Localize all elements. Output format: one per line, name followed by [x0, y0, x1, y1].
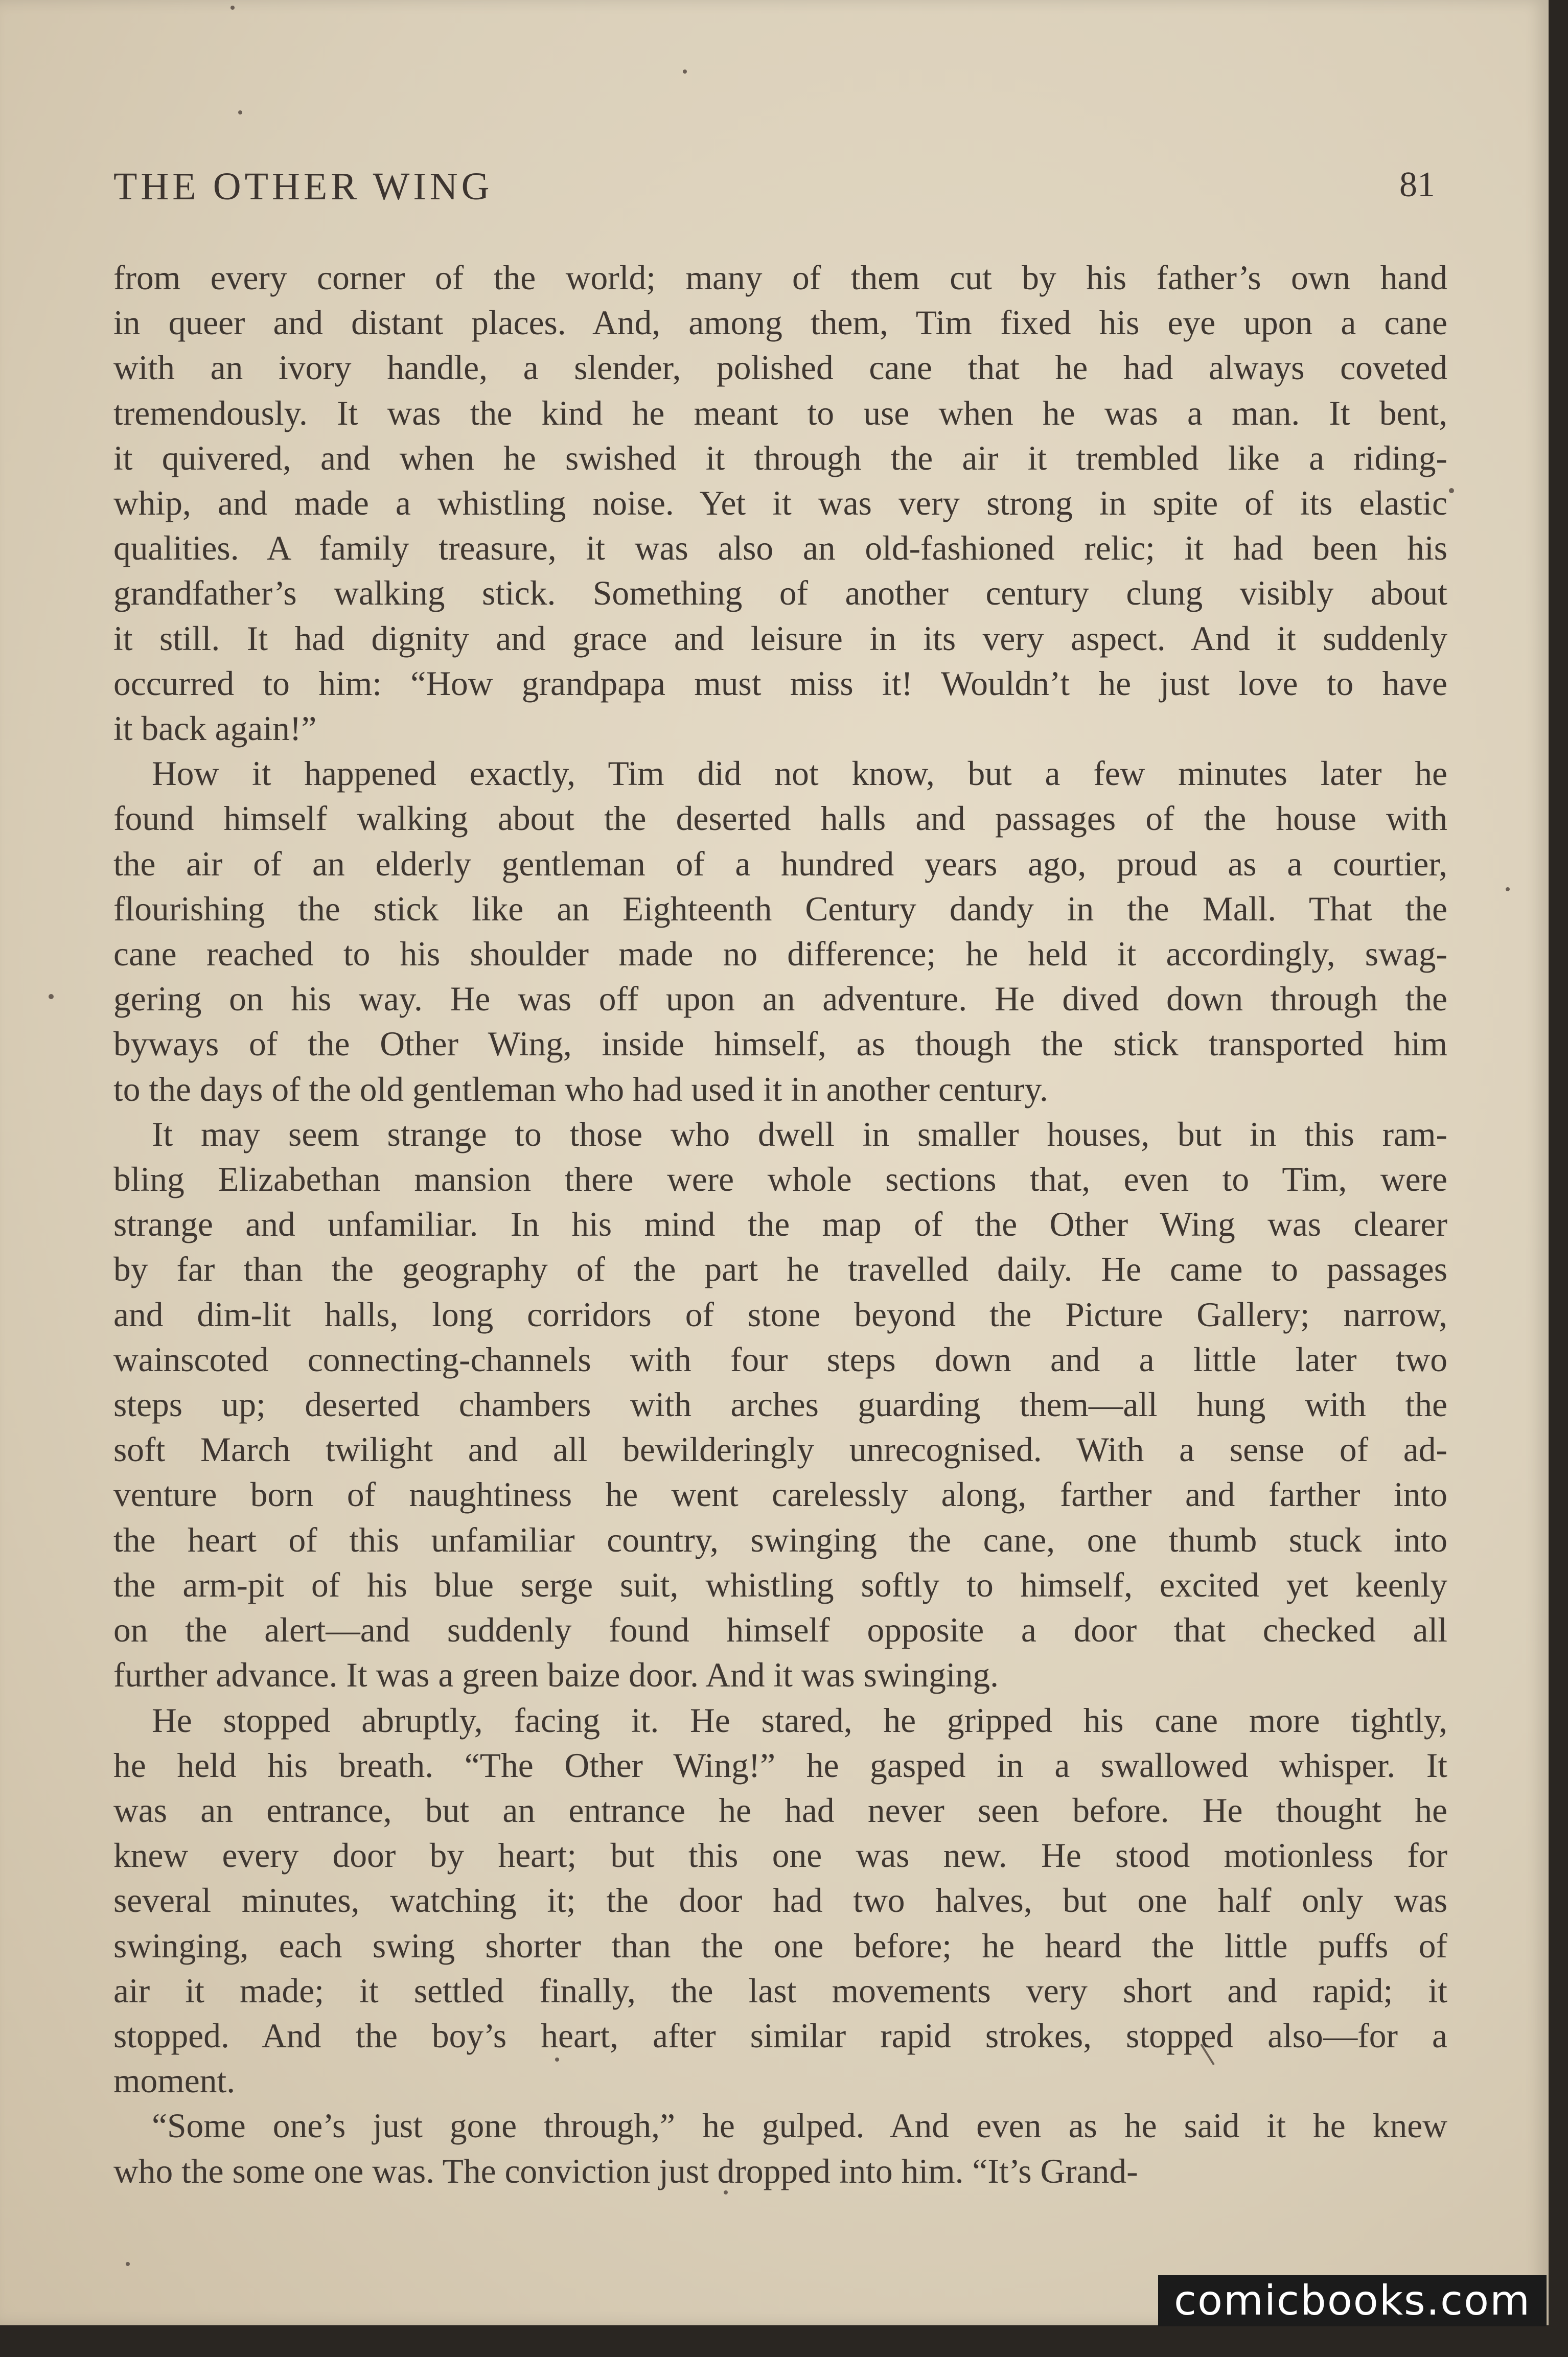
text-line: it quivered, and when he swished it through the air it trembled like a riding-: [113, 438, 1447, 477]
text-line: He stopped abruptly, facing it. He stared, he gripped his cane more tightly,: [152, 1701, 1447, 1740]
text-line: It may seem strange to those who dwell in smaller houses, but in this ram-: [152, 1115, 1447, 1153]
text-line: wainscoted connecting-channels with four steps down and a little later two: [113, 1340, 1447, 1379]
text-line: bling Elizabethan mansion there were whole sections that, even to Tim, were: [113, 1160, 1447, 1199]
text-line: stopped. And the boy’s heart, after similar rapid strokes, stopped also—for a: [113, 2016, 1447, 2055]
text-line: “Some one’s just gone through,” he gulped. And even as he said it he knew: [152, 2107, 1447, 2145]
text-line: steps up; deserted chambers with arches guarding them—all hung with the: [113, 1385, 1447, 1424]
text-line: found himself walking about the deserted halls and passages of the house with: [113, 799, 1447, 838]
text-line: soft March twilight and all bewilderingly unrecognised. With a sense of ad-: [113, 1430, 1447, 1469]
text-line: occurred to him: “How grandpapa must miss it! Wouldn’t he just love to have: [113, 664, 1447, 703]
text-line: who the some one was. The conviction just dropped into him. “It’s Grand-: [113, 2152, 1138, 2190]
running-head: THE OTHER WING: [113, 165, 493, 208]
text-line: How it happened exactly, Tim did not know, but a few minutes later he: [152, 754, 1447, 793]
text-line: to the days of the old gentleman who had used it in another century.: [113, 1070, 1048, 1108]
text-line: gering on his way. He was off upon an adventure. He dived down through the: [113, 980, 1447, 1019]
text-line: air it made; it settled finally, the last movements very short and rapid; it: [113, 1971, 1447, 2010]
text-line: qualities. A family treasure, it was also an old-fashioned relic; it had been his: [113, 529, 1447, 568]
text-line: by far than the geography of the part he travelled daily. He came to passages: [113, 1250, 1447, 1289]
text-line: the air of an elderly gentleman of a hundred years ago, proud as a courtier,: [113, 844, 1447, 883]
text-line: on the alert—and suddenly found himself opposite a door that checked all: [113, 1611, 1447, 1650]
paragraph: [113, 751, 1447, 1112]
paragraph: [113, 2104, 1447, 2193]
text-line: from every corner of the world; many of them cut by his father’s own hand: [113, 259, 1447, 297]
page-number: 81: [1399, 165, 1435, 204]
text-line: he held his breath. “The Other Wing!” he gasped in a swallowed whisper. It: [113, 1746, 1447, 1785]
text-line: with an ivory handle, a slender, polished cane that he had always coveted: [113, 349, 1447, 387]
text-line: and dim-lit halls, long corridors of stone beyond the Picture Gallery; narrow,: [113, 1295, 1447, 1334]
text-line: whip, and made a whistling noise. Yet it was very strong in spite of its elastic: [113, 484, 1447, 523]
text-line: the arm-pit of his blue serge suit, whistling softly to himself, excited yet keenly: [113, 1565, 1447, 1604]
text-line: swinging, each swing shorter than the one before; he heard the little puffs of: [113, 1926, 1447, 1965]
text-line: in queer and distant places. And, among them, Tim fixed his eye upon a cane: [113, 304, 1447, 342]
text-line: it back again!”: [113, 709, 317, 748]
text-line: grandfather’s walking stick. Something of another century clung visibly about: [113, 574, 1447, 613]
text-line: byways of the Other Wing, inside himself, as though the stick transported him: [113, 1025, 1447, 1064]
text-line: was an entrance, but an entrance he had never seen before. He thought he: [113, 1791, 1447, 1830]
paragraph: [113, 256, 1447, 751]
text-line: strange and unfamiliar. In his mind the map of the Other Wing was clearer: [113, 1205, 1447, 1244]
text-line: it still. It had dignity and grace and leisure in its very aspect. And it suddenly: [113, 619, 1447, 658]
watermark-banner: comicbooks.com: [1158, 2275, 1547, 2326]
body-text: [113, 256, 1447, 2194]
text-line: the heart of this unfamiliar country, swinging the cane, one thumb stuck into: [113, 1520, 1447, 1559]
text-line: knew every door by heart; but this one was new. He stood motionless for: [113, 1836, 1447, 1875]
text-line: further advance. It was a green baize door. And it was swinging.: [113, 1656, 999, 1695]
text-line: cane reached to his shoulder made no difference; he held it accordingly, swag-: [113, 935, 1447, 974]
paragraph: [113, 1112, 1447, 1698]
text-line: moment.: [113, 2062, 236, 2100]
text-line: several minutes, watching it; the door had two halves, but one half only was: [113, 1881, 1447, 1920]
text-line: venture born of naughtiness he went carelessly along, farther and farther into: [113, 1475, 1447, 1514]
text-line: flourishing the stick like an Eighteenth Century dandy in the Mall. That the: [113, 889, 1447, 928]
paragraph: [113, 1698, 1447, 2104]
page-header: [113, 165, 1435, 211]
text-line: tremendously. It was the kind he meant to use when he was a man. It bent,: [113, 394, 1447, 432]
